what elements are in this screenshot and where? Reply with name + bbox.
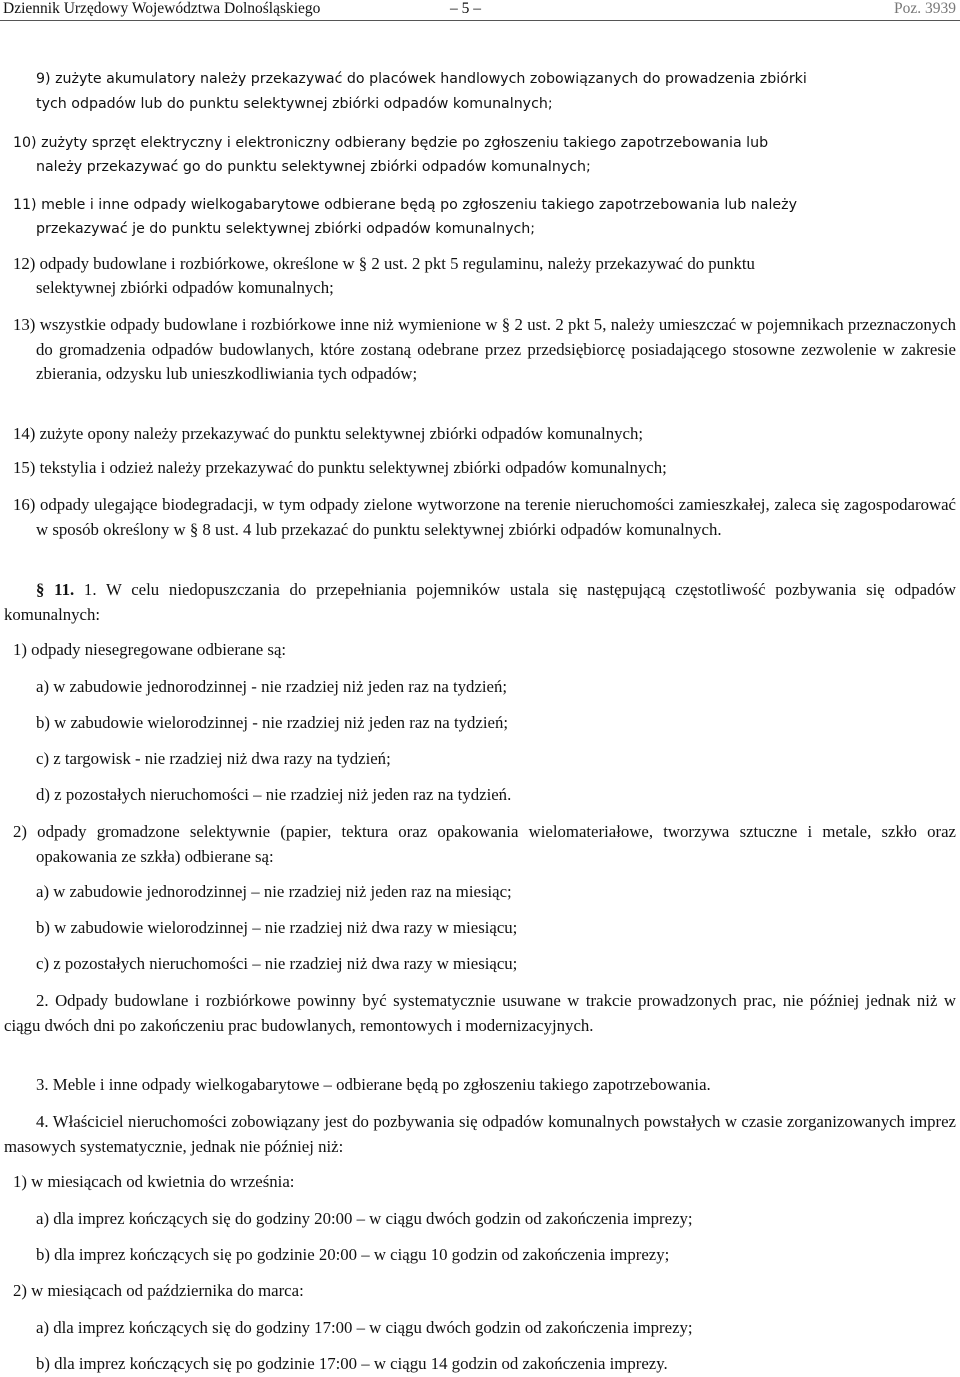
- journal-title: Dziennik Urzędowy Województwa Dolnośląskiego: [3, 0, 321, 17]
- item-14: 14) zużyte opony należy przekazywać do punktu selektywnej zbiórki odpadów komunalnych;: [13, 424, 644, 443]
- section-11-number: § 11.: [36, 580, 75, 599]
- point-1b: b) w zabudowie wielorodzinnej - nie rzadziej niż jeden raz na tydzień;: [36, 713, 508, 732]
- paragraph-4-point-2b: b) dla imprez kończących się po godzinie 17:00 – w ciągu 14 godzin od zakończenia imprezy.: [36, 1354, 668, 1373]
- point-2: 2) odpady gromadzone selektywnie (papier, tektura oraz opakowania wielomateriałowe, tworzywa sztuczne i metale, szkło oraz opakowania ze szkła) odbierane są:: [13, 822, 956, 866]
- paragraph-4-point-1: 1) w miesiącach od kwietnia do września:: [13, 1172, 295, 1191]
- point-1c: c) z targowisk - nie rzadziej niż dwa razy na tydzień;: [36, 749, 391, 768]
- item-15: 15) tekstylia i odzież należy przekazywać do punktu selektywnej zbiórki odpadów komunalnych;: [13, 458, 667, 477]
- item-13: 13) wszystkie odpady budowlane i rozbiórkowe inne niż wymienione w § 2 ust. 2 pkt 5, należy umieszczać w pojemnikach przeznaczonych do gromadzenia odpadów budowlanych, które zostaną odebrane przez przedsiębiorcę posiadającego stosowne zezwolenie w zakresie zbierania, odzysku lub unieszkodliwiania tych odpadów;: [13, 315, 956, 383]
- item-11-line-2: przekazywać je do punktu selektywnej zbiórki odpadów komunalnych;: [36, 221, 536, 237]
- item-11-line-1: 11) meble i inne odpady wielkogabarytowe odbierane będą po zgłoszeniu takiego zapotrzebowania lub należy: [13, 197, 797, 213]
- point-1a: a) w zabudowie jednorodzinnej - nie rzadziej niż jeden raz na tydzień;: [36, 677, 508, 696]
- paragraph-4-point-1a: a) dla imprez kończących się do godziny 20:00 – w ciągu dwóch godzin od zakończenia imprezy;: [36, 1209, 693, 1228]
- item-9-line-1: 9) zużyte akumulatory należy przekazywać do placówek handlowych zobowiązanych do prowadzenia zbiórki: [36, 71, 807, 87]
- paragraph-2: 2. Odpady budowlane i rozbiórkowe powinny być systematycznie usuwane w trakcie prowadzonych prac, nie później jednak niż w ciągu dwóch dni po zakończeniu prac budowlanych, remontowych i modernizacyjnych.: [4, 991, 956, 1035]
- point-1d: d) z pozostałych nieruchomości – nie rzadziej niż jeden raz na tydzień.: [36, 785, 512, 804]
- item-12-line-2: selektywnej zbiórki odpadów komunalnych;: [36, 278, 334, 297]
- point-2c: c) z pozostałych nieruchomości – nie rzadziej niż dwa razy w miesiącu;: [36, 954, 518, 973]
- position-number: Poz. 3939: [894, 0, 956, 17]
- item-10-line-2: należy przekazywać go do punktu selektywnej zbiórki odpadów komunalnych;: [36, 159, 591, 175]
- item-9-line-2: tych odpadów lub do punktu selektywnej zbiórki odpadów komunalnych;: [36, 96, 553, 112]
- section-11-intro: [4, 578, 956, 627]
- section-11-intro-text: 1. W celu niedopuszczania do przepełniania pojemników ustala się następującą częstotliwość pozbywania się odpadów komunalnych:: [4, 580, 956, 624]
- paragraph-4-point-2a: a) dla imprez kończących się do godziny 17:00 – w ciągu dwóch godzin od zakończenia imprezy;: [36, 1318, 693, 1337]
- paragraph-4-point-2: 2) w miesiącach od października do marca:: [13, 1281, 304, 1300]
- item-10-line-1: 10) zużyty sprzęt elektryczny i elektroniczny odbierany będzie po zgłoszeniu takiego zapotrzebowania lub: [13, 135, 769, 151]
- page-header: [0, 0, 960, 21]
- point-2b: b) w zabudowie wielorodzinnej – nie rzadziej niż dwa razy w miesiącu;: [36, 918, 518, 937]
- paragraph-3: 3. Meble i inne odpady wielkogabarytowe – odbierane będą po zgłoszeniu takiego zapotrzebowania.: [36, 1075, 711, 1094]
- paragraph-4: 4. Właściciel nieruchomości zobowiązany jest do pozbywania się odpadów komunalnych powstałych w czasie zorganizowanych imprez masowych systematycznie, jednak nie później niż:: [4, 1112, 956, 1156]
- item-12-line-1: 12) odpady budowlane i rozbiórkowe, określone w § 2 ust. 2 pkt 5 regulaminu, należy przekazywać do punktu: [13, 254, 755, 273]
- item-16: 16) odpady ulegające biodegradacji, w tym odpady zielone wytworzone na terenie nieruchomości zamieszkałej, zaleca się zagospodarować w sposób określony w § 8 ust. 4 lub przekazać do punktu selektywnej zbiórki odpadów komunalnych.: [13, 495, 956, 539]
- point-1: 1) odpady niesegregowane odbierane są:: [13, 640, 287, 659]
- point-2a: a) w zabudowie jednorodzinnej – nie rzadziej niż jeden raz na miesiąc;: [36, 882, 512, 901]
- paragraph-4-point-1b: b) dla imprez kończących się po godzinie 20:00 – w ciągu 10 godzin od zakończenia imprezy;: [36, 1245, 670, 1264]
- page-number: – 5 –: [450, 0, 481, 17]
